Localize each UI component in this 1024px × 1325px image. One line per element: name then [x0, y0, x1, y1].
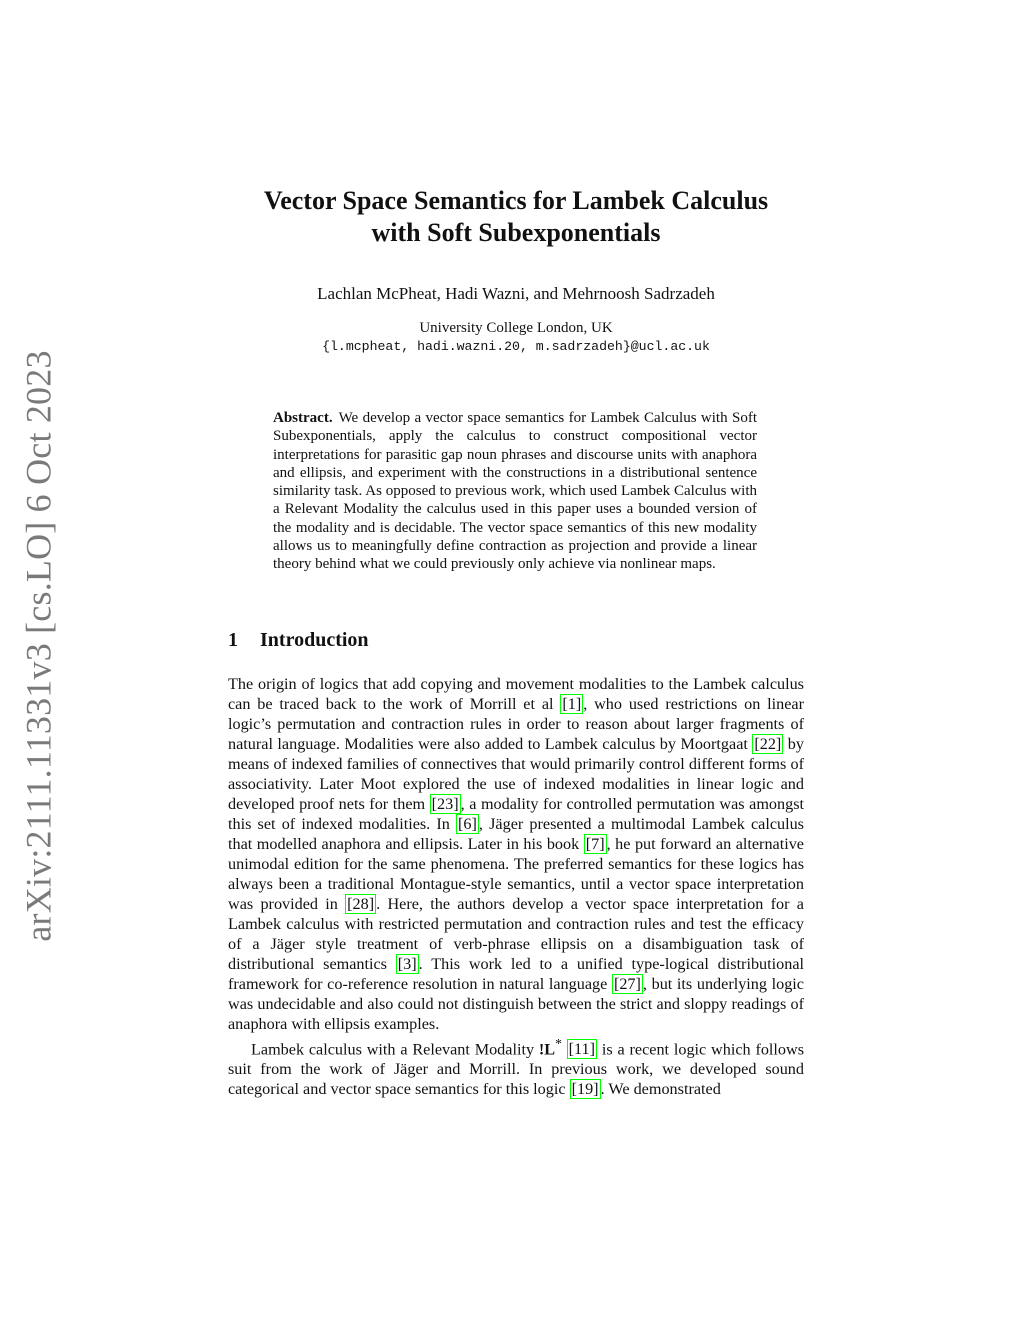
citation-link[interactable]: [22] [754, 735, 782, 753]
abstract [273, 409, 757, 574]
citation-link[interactable]: [6] [458, 815, 477, 833]
citation-link[interactable]: [19] [571, 1080, 599, 1099]
arxiv-stamp-text: arXiv:2111.11331v3 [cs.LO] 6 Oct 2023 [19, 350, 60, 942]
section-title: Introduction [260, 629, 369, 651]
citation-link[interactable]: [28] [347, 895, 375, 913]
citation-link[interactable]: [11] [568, 1040, 596, 1059]
intro-paragraph-2: Lambek calculus with a Relevant Modality !L* [11] is a recent logic which follows suit from the work of Jäger and Morrill. In previous work, we developed sound categorical and vector space semantics for this logic [19] . We demonstrated [228, 1036, 805, 1099]
arxiv-stamp [14, 350, 64, 942]
intro-paragraph-1: The origin of logics that add copying and movement modalities to the Lambek calculus can be traced back to the work of Morrill et al [1] , who used restrictions on linear logic’s permutation and contraction rules in order to reason about larger fragments of natural language. Modalities were also added to Lambek calculus by Moortgaat [22] by means of indexed families of connectives that would primarily control different forms of associativity. Later Moot explored the use of indexed modalities in linear logic and developed proof nets for them [23] , a modality for controlled permutation was amongst this set of indexed modalities. In [6] , Jäger presented a multimodal Lambek calculus that modelled anaphora and ellipsis. Later in his book [7] , he put forward an alternative unimodal edition for the same phenomena. The preferred semantics for these logics has always been a traditional Montague-style semantics, until a vector space interpretation was provided in [28] . Here, the authors develop a vector space interpretation for a Lambek calculus with restricted permutation and contraction rules and test the efficacy of a Jäger style treatment of verb-phrase ellipsis on a disambiguation task of distributional semantics [3] . This work led to a unified type-logical distributional framework for co-reference resolution in natural language [27] , but its underlying logic was undecidable and also could not distinguish between the strict and sloppy readings of anaphora with ellipsis examples. [228, 675, 805, 1033]
citation-link[interactable]: [27] [613, 975, 641, 993]
citation-link[interactable]: [23] [431, 795, 459, 813]
citation-link[interactable]: [3] [397, 955, 417, 973]
logic-symbol: !L [538, 1040, 556, 1059]
email: {l.mcpheat, hadi.wazni.20, m.sadrzadeh}@ucl.ac.uk [322, 339, 710, 354]
intro-body [228, 674, 804, 1099]
title-line-1: Vector Space Semantics for Lambek Calculus [263, 186, 769, 215]
title-line-2: with Soft Subexponentials [371, 218, 661, 247]
abstract-text: We develop a vector space semantics for Lambek Calculus with Soft Subexponentials, apply the calculus to construct compositional vector interpretations for parasitic gap noun phrases and discourse units with anaphora and ellipsis, and experiment with the constructions in a distributional sentence similarity task. As opposed to previous work, which used Lambek Calculus with a Relevant Modality the calculus used in this paper uses a bounded version of the modality and is decidable. The vector space semantics of this new modality allows us to meaningfully define contraction as projection and provide a linear theory behind what we could previously only achieve via nonlinear maps. [273, 410, 757, 573]
section-number: 1 [228, 629, 238, 651]
section-heading [228, 629, 804, 652]
abstract-label: Abstract. [273, 410, 333, 426]
authors: Lachlan McPheat, Hadi Wazni, and Mehrnoosh Sadrzadeh [317, 284, 715, 303]
affiliation: University College London, UK [419, 320, 613, 336]
citation-link[interactable]: [7] [585, 835, 605, 853]
paper-title [228, 185, 804, 249]
citation-link[interactable]: [1] [562, 695, 582, 713]
